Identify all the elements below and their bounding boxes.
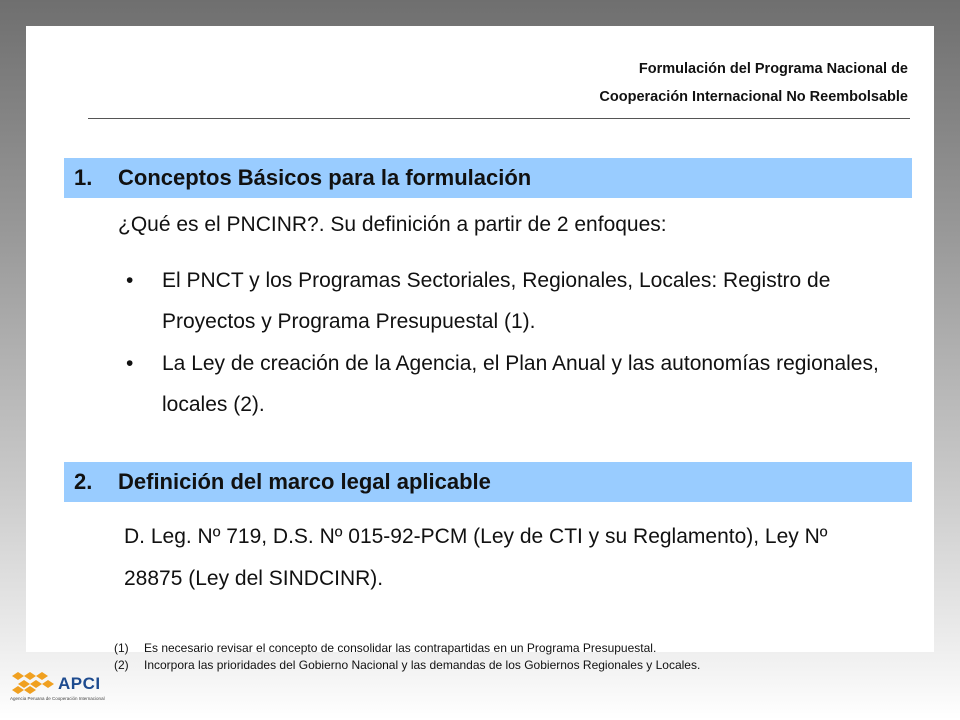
section-2-heading xyxy=(64,462,912,502)
section-1-heading xyxy=(64,158,912,198)
definition-question: ¿Qué es el PNCINR?. Su definición a partir de 2 enfoques: xyxy=(118,213,667,236)
bullet-icon: • xyxy=(126,352,134,375)
header-divider xyxy=(88,118,910,119)
apci-logo-mark-icon xyxy=(10,670,54,696)
header-line-2: Cooperación Internacional No Reembolsable xyxy=(599,89,908,105)
section-2-title: Definición del marco legal aplicable xyxy=(118,469,491,494)
header-line-1: Formulación del Programa Nacional de xyxy=(638,61,908,77)
footnotes xyxy=(114,640,914,674)
section-1-title: Conceptos Básicos para la formulación xyxy=(118,165,532,190)
footnote-text-1: Es necesario revisar el concepto de consolidar las contrapartidas en un Programa Presupuestal. xyxy=(144,641,657,655)
apci-logo-subtitle: Agencia Peruana de Cooperación Internacional xyxy=(10,696,105,701)
footnote-2 xyxy=(114,657,914,674)
footnote-marker-1: (1) xyxy=(114,641,129,655)
bullet-text-2: La Ley de creación de la Agencia, el Plan Anual y las autonomías regionales, locales (2). xyxy=(162,352,879,416)
presentation-header xyxy=(408,55,908,111)
bullet-icon: • xyxy=(126,269,134,292)
apci-logo-name: APCI xyxy=(58,674,101,693)
section-1-number: 1. xyxy=(74,165,93,190)
bullet-text-1: El PNCT y los Programas Sectoriales, Regionales, Locales: Registro de Proyectos y Programa Presupuestal (1). xyxy=(162,269,831,333)
footnote-text-2: Incorpora las prioridades del Gobierno Nacional y las demandas de los Gobiernos Regionales y Locales. xyxy=(144,658,701,672)
apci-logo xyxy=(10,670,120,710)
legal-framework-text: D. Leg. Nº 719, D.S. Nº 015-92-PCM (Ley de CTI y su Reglamento), Ley Nº 28875 (Ley del SINDCINR). xyxy=(124,525,828,590)
section-2-number: 2. xyxy=(74,469,93,494)
footnote-marker-2: (2) xyxy=(114,658,129,672)
footnote-1 xyxy=(114,640,914,657)
